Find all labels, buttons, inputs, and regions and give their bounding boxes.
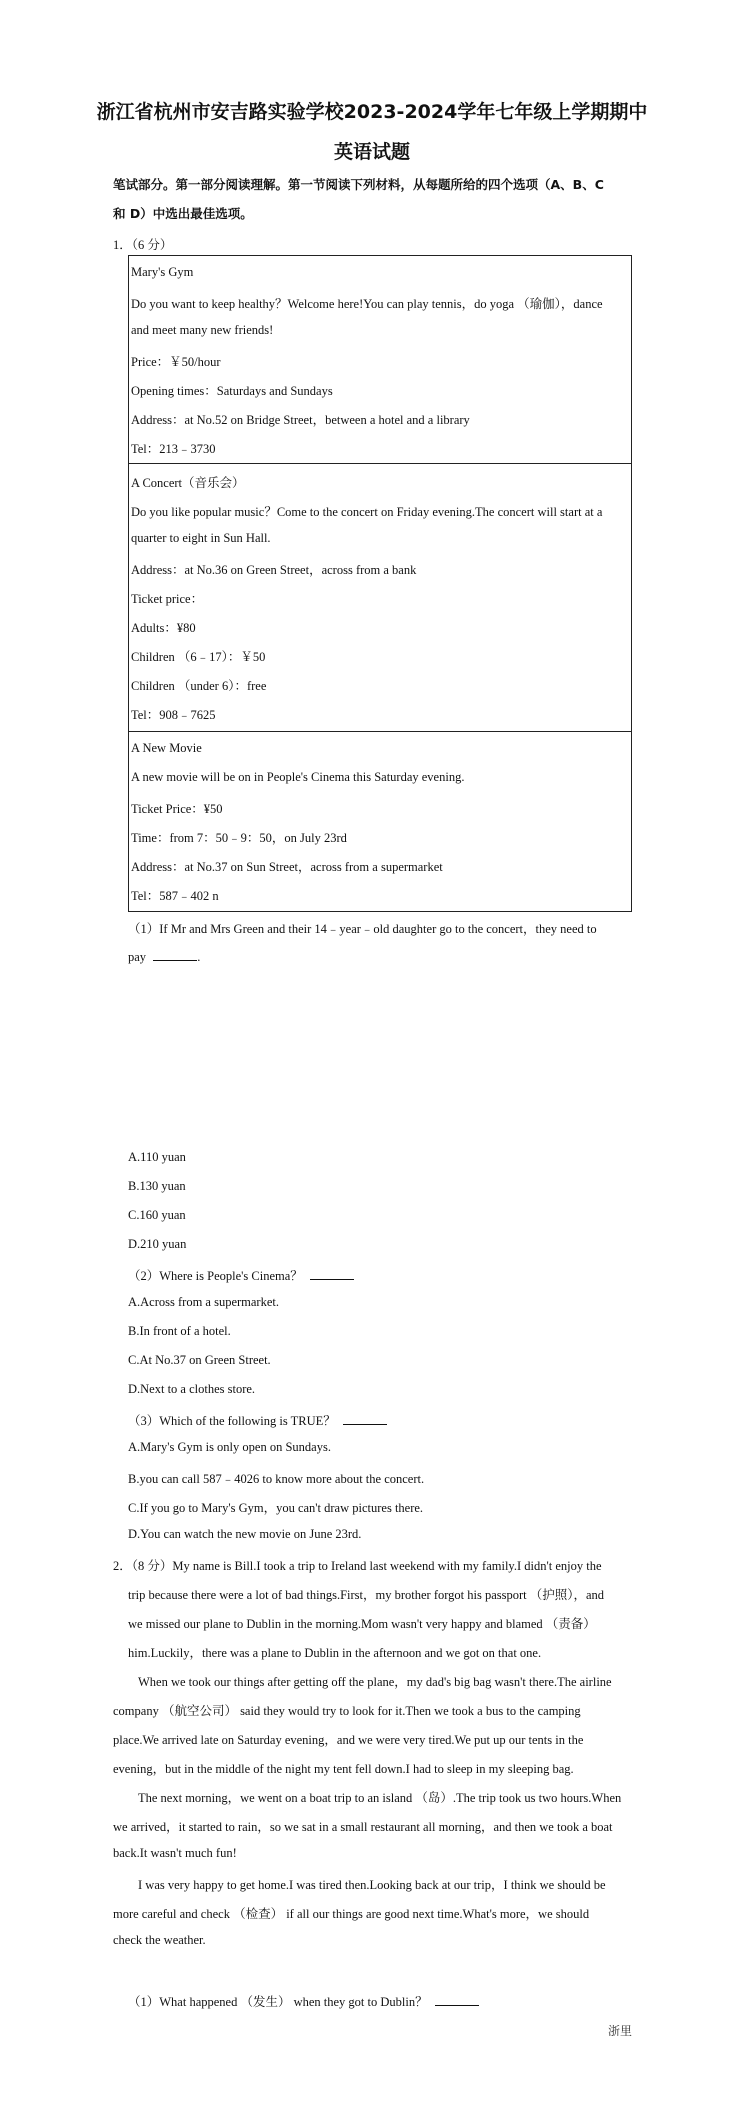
ad-concert-line: Children （6﹣17）：￥50: [131, 650, 266, 664]
ad-movie-line: Address：at No.37 on Sun Street，across from a supermarket: [131, 860, 443, 874]
page-title-line1: 浙江省杭州市安吉路实验学校2023-2024学年七年级上学期期中: [96, 101, 648, 123]
ad-concert-line: Tel：908﹣7625: [131, 708, 216, 722]
q2-passage-line: company （航空公司） said they would try to look for it.Then we took a bus to the camping: [113, 1704, 581, 1718]
q1-sub3-option-a[interactable]: A.Mary's Gym is only open on Sundays.: [128, 1440, 331, 1454]
ad-gym-line: Opening times：Saturdays and Sundays: [131, 384, 333, 398]
ad-concert-line: Do you like popular music？Come to the concert on Friday evening.The concert will start at a: [131, 505, 603, 519]
q1-sub3-option-b[interactable]: B.you can call 587﹣4026 to know more about the concert.: [128, 1472, 425, 1486]
ad-movie-line: Ticket Price：¥50: [131, 802, 223, 816]
ad-concert-line: A Concert（音乐会）: [131, 476, 245, 490]
answer-blank[interactable]: [310, 1267, 354, 1280]
q2-passage-line: 2．（8 分）My name is Bill.I took a trip to Ireland last weekend with my family.I didn't enjoy the: [113, 1559, 602, 1573]
page-title-line2: 英语试题: [333, 141, 410, 163]
q1-sub1-option-d[interactable]: D.210 yuan: [128, 1237, 187, 1251]
ad-concert-line: quarter to eight in Sun Hall.: [131, 531, 271, 545]
ad-box-gym: [128, 255, 632, 464]
ad-gym-line: Mary's Gym: [131, 265, 194, 279]
q1-sub1-stem-line2: pay .: [128, 950, 201, 964]
q1-sub2-option-a[interactable]: A.Across from a supermarket.: [128, 1295, 279, 1309]
q2-passage-line: I was very happy to get home.I was tired then.Looking back at our trip，I think we should be: [138, 1878, 606, 1892]
ad-concert-line: Ticket price：: [131, 592, 204, 606]
q2-passage-line: him.Luckily，there was a plane to Dublin in the afternoon and we got on that one.: [128, 1646, 542, 1660]
q1-sub3-option-d[interactable]: D.You can watch the new movie on June 23rd.: [128, 1527, 362, 1541]
q1-sub1-stem-line1: （1）If Mr and Mrs Green and their 14﹣year﹣old daughter go to the concert，they need to: [128, 922, 597, 936]
q2-passage-line: check the weather.: [113, 1933, 206, 1947]
q1-sub1-option-b[interactable]: B.130 yuan: [128, 1179, 186, 1193]
q1-sub2-stem: [128, 1266, 354, 1284]
q1-sub2-option-d[interactable]: D.Next to a clothes store.: [128, 1382, 256, 1396]
ad-box-concert: [128, 463, 632, 732]
q2-passage-line: we arrived，it started to rain，so we sat in a small restaurant all morning，and then we took a boat: [113, 1820, 613, 1834]
q2-sub1-stem: [128, 1992, 479, 2010]
q2-passage-line: place.We arrived late on Saturday evening，and we were very tired.We put up our tents in the: [113, 1733, 584, 1747]
ad-gym-line: Price：￥50/hour: [131, 355, 221, 369]
ad-movie-line: Tel：587﹣402 n: [131, 889, 219, 903]
ad-gym-line: Tel：213﹣3730: [131, 442, 216, 456]
q2-passage-line: more careful and check （检查） if all our things are good next time.What's more，we should: [113, 1907, 590, 1921]
footer-mark: 浙里: [608, 2024, 633, 2038]
q2-sub1-stem-text: （1）What happened （发生） when they got to Dublin？: [128, 1995, 428, 2009]
ad-movie-line: A new movie will be on in People's Cinema this Saturday evening.: [131, 770, 465, 784]
q1-sub3-stem: [128, 1411, 387, 1429]
answer-blank[interactable]: [343, 1412, 387, 1425]
ad-gym-line: Address：at No.52 on Bridge Street，between a hotel and a library: [131, 413, 470, 427]
q1-sub1-option-a[interactable]: A.110 yuan: [128, 1150, 186, 1164]
q2-passage-line: When we took our things after getting off the plane，my dad's big bag wasn't there.The airline: [138, 1675, 612, 1689]
ad-gym-line: Do you want to keep healthy？Welcome here!You can play tennis，do yoga （瑜伽），dance: [131, 297, 603, 311]
q2-passage-line: evening，but in the middle of the night my tent fell down.I had to sleep in my sleeping bag.: [113, 1762, 574, 1776]
q1-sub2-stem-text: （2）Where is People's Cinema？: [128, 1269, 303, 1283]
q1-sub2-option-c[interactable]: C.At No.37 on Green Street.: [128, 1353, 271, 1367]
answer-blank[interactable]: [153, 948, 197, 961]
ad-movie-line: A New Movie: [131, 741, 202, 755]
ad-concert-line: Children （under 6）：free: [131, 679, 267, 693]
question-1-number: 1．（6 分）: [113, 238, 173, 252]
ad-concert-line: Adults：¥80: [131, 621, 196, 635]
q2-passage-line: The next morning，we went on a boat trip to an island （岛）.The trip took us two hours.When: [138, 1791, 622, 1805]
q2-passage-line: back.It wasn't much fun!: [113, 1846, 237, 1860]
q1-sub3-option-c[interactable]: C.If you go to Mary's Gym，you can't draw pictures there.: [128, 1501, 424, 1515]
ad-box-movie: [128, 731, 632, 912]
q1-sub1-option-c[interactable]: C.160 yuan: [128, 1208, 186, 1222]
answer-blank[interactable]: [435, 1993, 479, 2006]
q2-passage-line: we missed our plane to Dublin in the morning.Mom wasn't very happy and blamed （责备）: [128, 1617, 596, 1631]
q1-sub2-option-b[interactable]: B.In front of a hotel.: [128, 1324, 231, 1338]
q1-sub1-stem-pay: pay: [128, 950, 147, 964]
ad-concert-line: Address：at No.36 on Green Street，across from a bank: [131, 563, 417, 577]
instructions-line1: 笔试部分。第一部分阅读理解。第一节阅读下列材料，从每题所给的四个选项（A、B、C: [113, 177, 604, 192]
q2-passage-line: trip because there were a lot of bad things.First，my brother forgot his passport （护照），and: [128, 1588, 605, 1602]
ad-movie-line: Time：from 7：50﹣9：50，on July 23rd: [131, 831, 347, 845]
q1-sub3-stem-text: （3）Which of the following is TRUE？: [128, 1414, 336, 1428]
ad-gym-line: and meet many new friends!: [131, 323, 274, 337]
instructions-line2: 和 D）中选出最佳选项。: [113, 206, 253, 221]
